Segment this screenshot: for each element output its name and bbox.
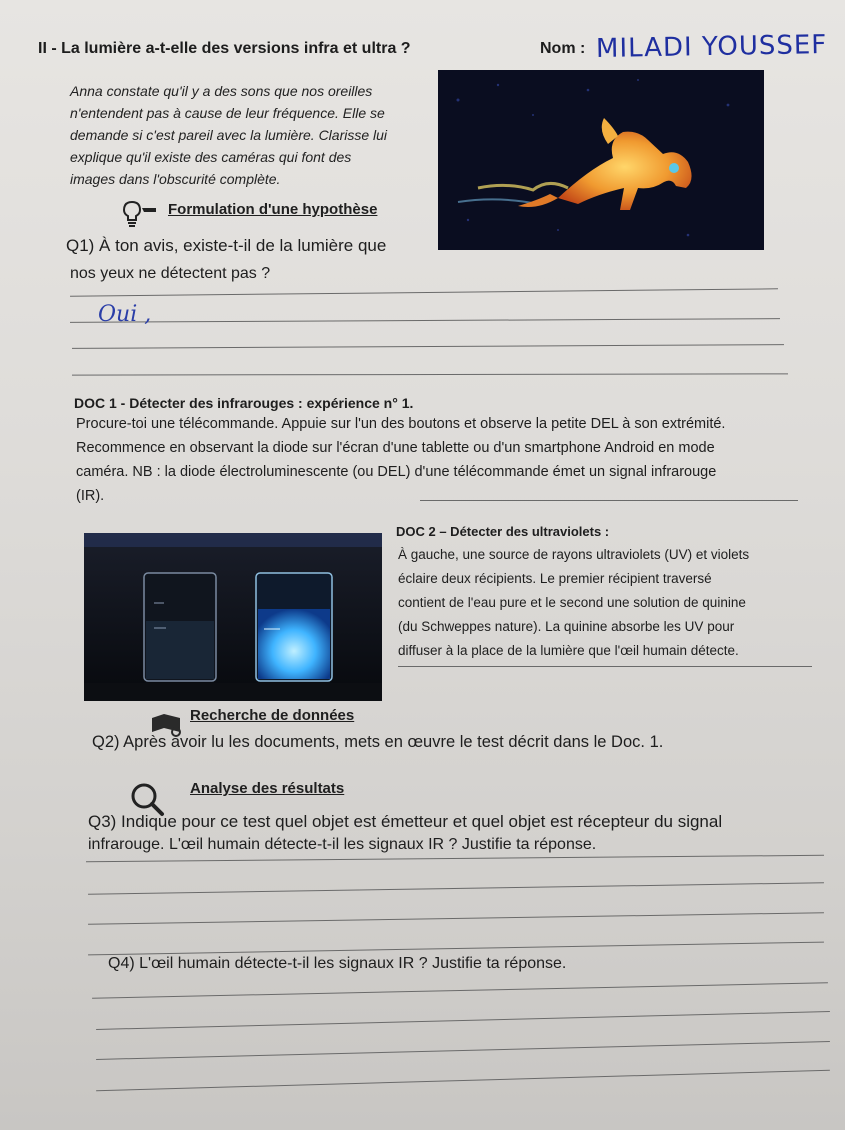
page-title: II - La lumière a-t-elle des versions infra et ultra ? [38,40,411,57]
name-label: Nom : [540,40,586,57]
intro-line: explique qu'il existe des caméras qui font des [70,149,352,165]
doc2-title: DOC 2 – Détecter des ultraviolets : [396,524,610,539]
answer-line [72,373,788,375]
answer-line [96,1011,830,1030]
thermal-fox-photo [438,70,764,250]
q3-text-line1: Q3) Indique pour ce test quel objet est émetteur et quel objet est récepteur du signal [88,812,723,831]
doc2-line: (du Schweppes nature). La quinine absorbe les UV pour [398,619,735,634]
answer-line [96,1070,830,1091]
answer-line [88,912,824,925]
lightbulb-icon [120,198,160,228]
answer-line [70,288,778,296]
intro-line: n'entendent pas à cause de leur fréquence. Elle se [70,105,385,121]
answer-line [88,882,824,895]
answer-line [72,344,784,349]
q4-text: Q4) L'œil humain détecte-t-il les signaux IR ? Justifie ta réponse. [108,955,567,972]
q1-text-line1: Q1) À ton avis, existe-t-il de la lumière que [66,236,387,255]
q1-text-line2: nos yeux ne détectent pas ? [70,265,271,282]
doc1-line: (IR). [76,488,105,504]
answer-line [88,942,824,956]
divider-line [420,500,798,501]
analyse-heading: Analyse des résultats [190,780,345,797]
intro-line: demande si c'est pareil avec la lumière. Clarisse lui [70,127,388,143]
doc2-line: contient de l'eau pure et le second une solution de quinine [398,595,746,610]
doc2-line: éclaire deux récipients. Le premier récipient traversé [398,571,712,586]
q1-handwritten-answer: Oui , [98,302,152,327]
formulation-heading: Formulation d'une hypothèse [168,201,378,218]
q3-text-line2: infrarouge. L'œil humain détecte-t-il les signaux IR ? Justifie ta réponse. [88,836,597,853]
doc1-line: Procure-toi une télécommande. Appuie sur l'un des boutons et observe la petite DEL à son extrémité. [76,416,726,432]
answer-line [92,982,828,998]
doc2-body [398,543,808,663]
recherche-heading: Recherche de données [190,707,355,724]
name-handwritten: MILADI YOUSSEF [595,29,828,65]
doc1-line: caméra. NB : la diode électroluminescente (ou DEL) d'une télécommande émet un signal infrarouge [76,464,717,480]
answer-line [70,318,780,323]
doc1-body [76,412,816,508]
doc2-line: diffuser à la place de la lumière que l'œil humain détecte. [398,643,739,658]
answer-line [86,855,824,862]
doc1-title: DOC 1 - Détecter des infrarouges : expérience n° 1. [74,395,414,411]
intro-paragraph [70,80,430,190]
uv-beakers-photo [84,533,382,701]
answer-line [96,1041,830,1060]
doc2-line: À gauche, une source de rayons ultraviolets (UV) et violets [398,547,750,562]
doc1-line: Recommence en observant la diode sur l'écran d'une tablette ou d'un smartphone Android en mode [76,440,715,456]
q2-text: Q2) Après avoir lu les documents, mets en œuvre le test décrit dans le Doc. 1. [92,733,664,751]
intro-line: Anna constate qu'il y a des sons que nos oreilles [70,83,373,99]
intro-line: images dans l'obscurité complète. [70,171,281,187]
divider-line [398,666,812,667]
